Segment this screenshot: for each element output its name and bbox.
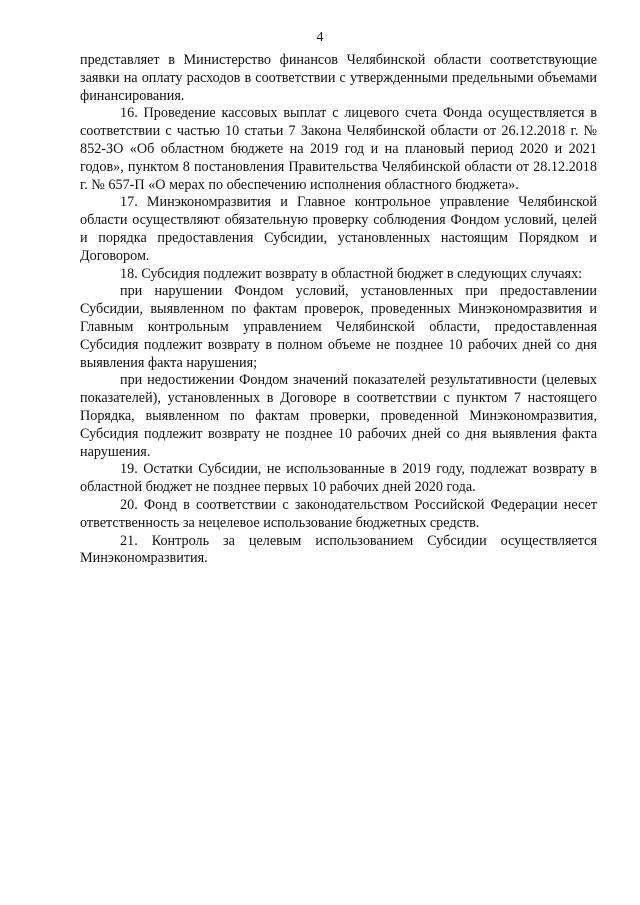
paragraph-17: 17. Минэкономразвития и Главное контрольное управление Челябинской области осуществляют обязательную проверку соблюдения Фондом условий, целей и порядка предоставления Субсидии, установленных настоящим Порядком и Договором. <box>80 194 597 264</box>
paragraph-21: 21. Контроль за целевым использованием Субсидии осуществляется Минэкономразвития. <box>80 532 597 567</box>
paragraph-continuation: представляет в Министерство финансов Челябинской области соответствующие заявки на оплату расходов в соответствии с утвержденными предельными объемами финансирования. <box>80 52 597 104</box>
paragraph-18: 18. Субсидия подлежит возврату в областной бюджет в следующих случаях: <box>120 265 583 282</box>
paragraph-16: 16. Проведение кассовых выплат с лицевого счета Фонда осуществляется в соответствии с частью 10 статьи 7 Закона Челябинской области от 26.12.2018 г. № 852-ЗО «Об областном бюджете на 2019 год и на плановый период 2020 и 2021 годов», пунктом 8 постановления Правительства Челябинской области от 28.12.2018 г. № 657-П «О мерах по обеспечению исполнения областного бюджета». <box>80 105 597 193</box>
paragraph-18-case-violation: при нарушении Фондом условий, установленных при предоставлении Субсидии, выявленном по фактам проверок, проведенных Минэкономразвития и Главным контрольным управлением Челябинской области, предоставленная Субсидия подлежит возврату в полном объеме не позднее 10 рабочих дней со дня выявления факта нарушения; <box>80 283 597 371</box>
paragraph-18-case-indicators: при недостижении Фондом значений показателей результативности (целевых показателей), установленных в Договоре в соответствии с пунктом 7 настоящего Порядка, выявленном по фактам проверки, проведенной Минэкономразвития, Субсидия подлежит возврату не позднее 10 рабочих дней со дня выявления факта нарушения. <box>80 372 597 460</box>
page-number: 4 <box>316 30 324 45</box>
document-body <box>80 52 597 568</box>
paragraph-20: 20. Фонд в соответствии с законодательством Российской Федерации несет ответственность за нецелевое использование бюджетных средств. <box>80 496 597 531</box>
paragraph-19: 19. Остатки Субсидии, не использованные в 2019 году, подлежат возврату в областной бюджет не позднее первых 10 рабочих дней 2020 года. <box>80 461 597 496</box>
